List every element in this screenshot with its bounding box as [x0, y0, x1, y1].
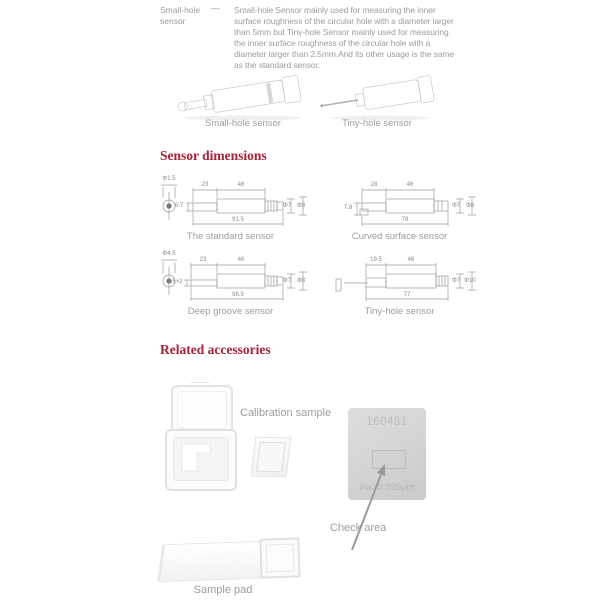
intro-dash: —	[211, 3, 220, 13]
sample-pad-raised-square	[259, 537, 300, 578]
dim-seg2: 46	[237, 182, 245, 188]
slide-inner-frame	[256, 442, 286, 472]
dim-phi-b: Φ8	[465, 203, 475, 209]
tiny-hole-sensor-caption: Tiny-hole sensor	[364, 306, 435, 317]
small-hole-sensor-photo	[168, 72, 318, 122]
check-area-arrow	[342, 458, 398, 554]
dim-side: 6.7	[174, 203, 184, 209]
dim-phi-b: Φ8	[296, 278, 306, 284]
intro-description: Small-hole Sensor mainly used for measuring the inner surface roughness of the circular hole with a diameter larger than 5mm but Tiny-hole Sensor mainly used for measuring the inner surface roughness of the circular hole with a diameter larger than 2.5mm.And its other usage is the same as the standard sensor.	[234, 5, 455, 70]
dim-total: 77	[403, 292, 411, 298]
dim-phi-a: Φ7	[282, 278, 292, 284]
dim-tip-diameter: Φ1.5	[162, 176, 176, 182]
dim-seg1: 23	[201, 182, 209, 188]
tiny-hole-sensor-photo	[312, 72, 442, 122]
dim-seg1: 23	[199, 257, 207, 263]
related-accessories-heading: Related accessories	[160, 342, 271, 357]
box-lid	[171, 385, 233, 435]
dim-total: 98.5	[232, 292, 244, 298]
dim-phi-a: Φ7	[451, 278, 461, 284]
dim-tip-diameter: Φ4.5	[162, 251, 176, 257]
check-area-label: Check area	[330, 522, 387, 534]
curved-surface-sensor-caption: Curved surface sensor	[351, 231, 448, 242]
dim-seg1: 28	[370, 182, 378, 188]
calibration-sample-slide	[251, 437, 292, 478]
dim-side: 1.5×2	[167, 279, 183, 285]
dim-seg1: 19.5	[370, 257, 382, 263]
card-serial-number: 160481	[366, 416, 408, 428]
curved-surface-sensor-drawing	[322, 176, 477, 244]
tiny-hole-sensor-photo-label: Tiny-hole sensor	[342, 118, 412, 129]
dim-phi-b: Φ10	[464, 278, 476, 284]
dim-seg2: 46	[406, 182, 414, 188]
dim-side: 7.8	[343, 205, 353, 211]
small-hole-sensor-photo-label: Small-hole sensor	[204, 118, 282, 129]
standard-sensor-caption: The standard sensor	[186, 231, 275, 242]
sensor-dimensions-heading: Sensor dimensions	[160, 148, 267, 163]
card-ra-value: Ra=0.395μm	[359, 482, 415, 493]
deep-groove-sensor-caption: Deep groove sensor	[187, 306, 274, 317]
tiny-hole-sensor-drawing	[322, 251, 477, 319]
standard-sensor-drawing	[153, 176, 308, 244]
dim-phi-a: Φ7	[451, 203, 461, 209]
dim-total: 78	[401, 217, 409, 223]
intro-term: Small-hole sensor	[160, 5, 201, 26]
calibration-sample-label: Calibration sample	[240, 407, 332, 419]
calibration-sample-box	[165, 385, 237, 489]
dim-total: 91.5	[232, 217, 244, 223]
dim-phi-b: Φ8	[296, 203, 306, 209]
sample-pad	[158, 534, 318, 598]
deep-groove-sensor-drawing	[153, 251, 308, 319]
dim-seg2: 46	[237, 257, 245, 263]
box-foam-insert	[173, 437, 229, 481]
sample-pad-label: Sample pad	[193, 584, 253, 596]
dim-seg2: 46	[407, 257, 415, 263]
dim-phi-a: Φ7	[282, 203, 292, 209]
